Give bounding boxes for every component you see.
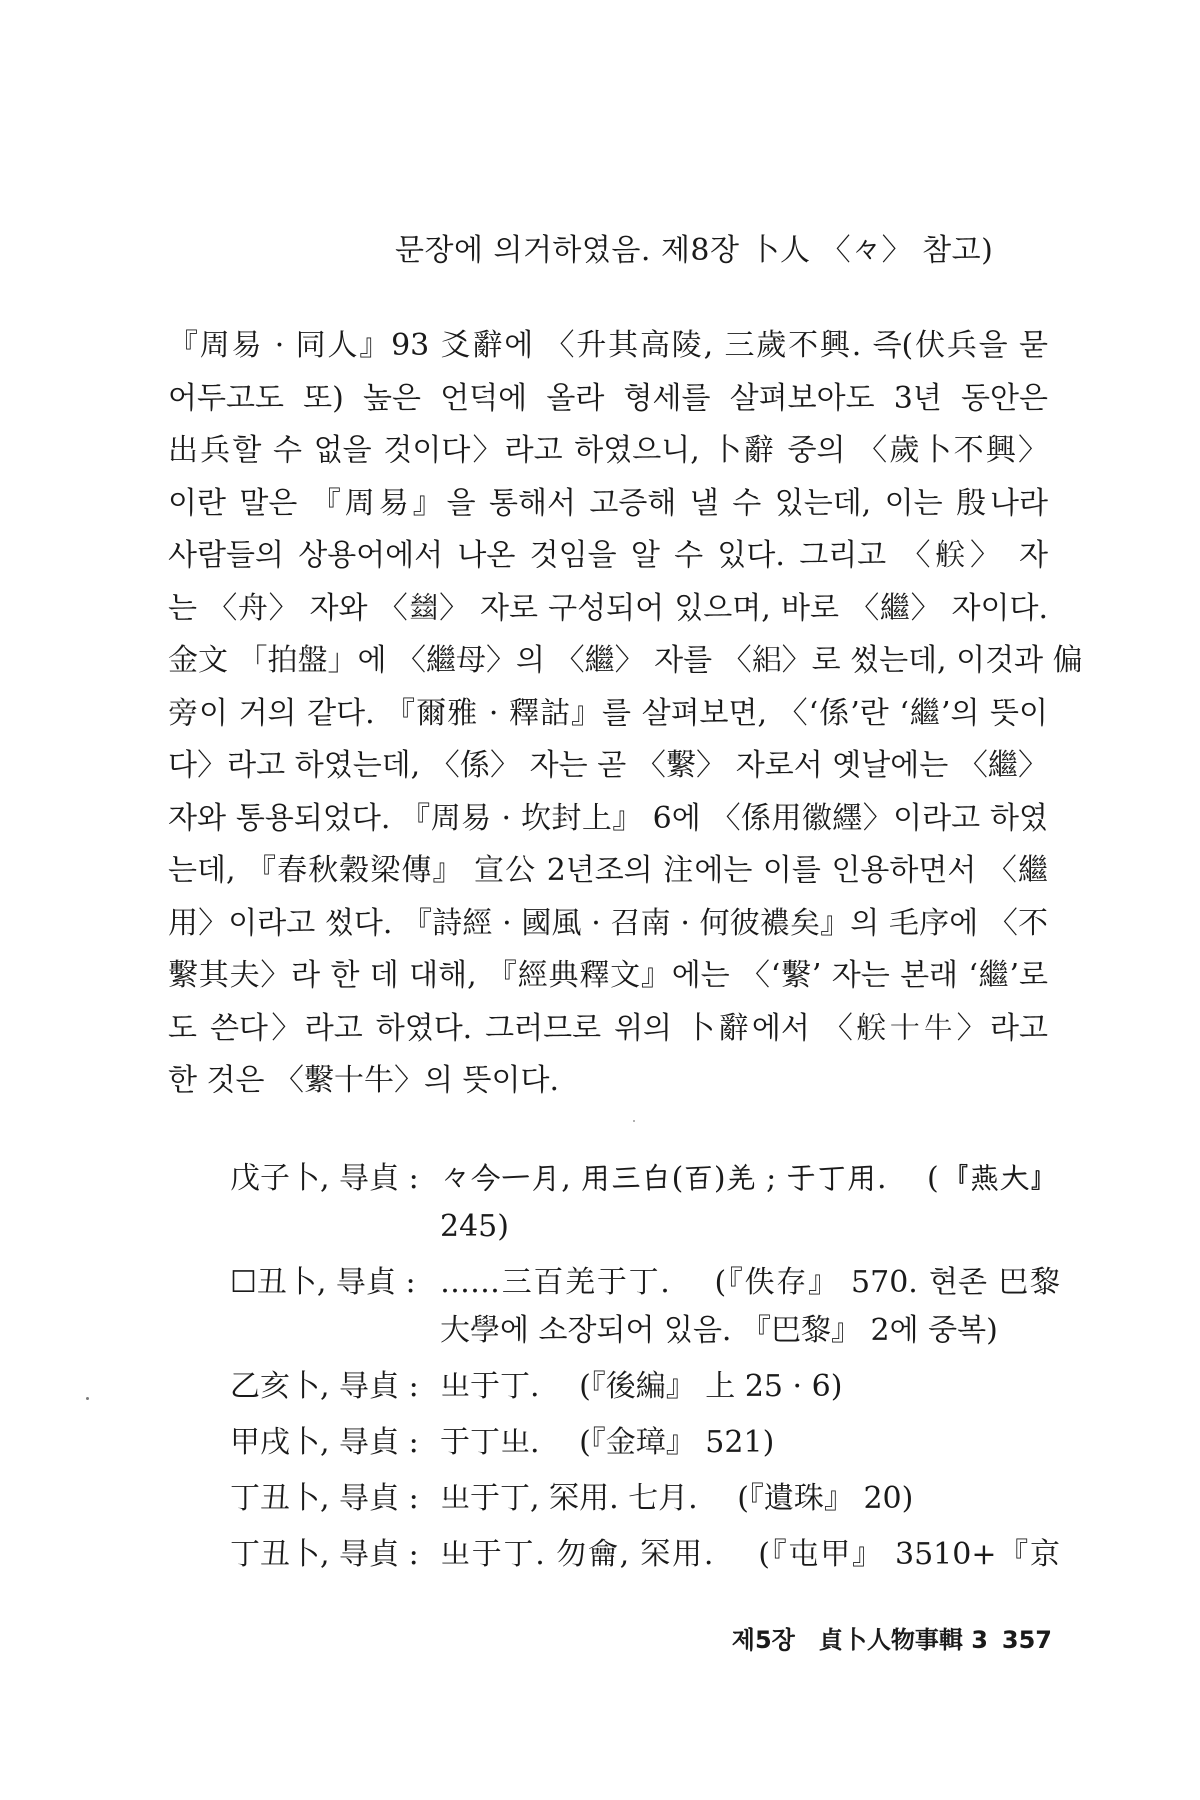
paragraph-line: 金文 「拍盤」에 〈繼母〉의 〈繼〉 자를 〈𥿓〉로 썼는데, 이것과 偏 <box>168 643 1083 678</box>
paragraph-line: 한 것은 〈繫十牛〉의 뜻이다. <box>168 1063 560 1098</box>
inscription-text <box>440 1531 1060 1579</box>
inscription-line: 大學에 소장되어 있음. 『巴黎』 2에 중복) <box>440 1313 998 1348</box>
paragraph-line: 이란 말은 『周易』을 통해서 고증해 낼 수 있는데, 이는 殷나라 <box>168 485 1048 521</box>
inscription-entry <box>230 1475 1060 1523</box>
paragraph-line: 는 〈舟〉 자와 〈𢇍〉 자로 구성되어 있으며, 바로 〈繼〉 자이다. <box>168 590 1048 626</box>
paragraph-line: 繫其夫〉라 한 데 대해, 『經典釋文』에는 〈‘繫’ 자는 본래 ‘繼’로 <box>168 958 1048 993</box>
inscription-line: 于丁㞢. (『金璋』 521) <box>440 1425 775 1460</box>
inscription-line: 㞢于丁. 勿龠, 罙用. (『屯甲』 3510+『京 <box>440 1537 1060 1572</box>
inscription-label: 丁丑卜, 㝵貞 : <box>230 1537 419 1572</box>
paragraph-line: 다〉라고 하였는데, 〈係〉 자는 곧 〈繫〉 자로서 옛날에는 〈繼〉 <box>168 748 1048 783</box>
paragraph-line: 는데, 『春秋穀梁傳』 宣公 2년조의 注에는 이를 인용하면서 〈繼 <box>168 853 1048 888</box>
inscription-label: 戊子卜, 㝵貞 : <box>230 1161 419 1196</box>
inscription-text <box>440 1259 1060 1355</box>
chapter-title: 제5장 貞卜人物事輯 3 <box>731 1626 988 1654</box>
inscription-entry <box>230 1363 1060 1411</box>
inscription-line: 㞢于丁. (『後編』 上 25 · 6) <box>440 1369 843 1404</box>
paragraph-line: 出兵할 수 없을 것이다〉라고 하였으니, 卜辭 중의 〈歲卜不興〉 <box>168 433 1048 468</box>
print-speck <box>86 1397 89 1400</box>
inscription-text <box>440 1363 1060 1411</box>
inscription-text <box>440 1155 1060 1251</box>
paragraph-line: 자와 통용되었다. 『周易 · 坎封上』 6에 〈係用徽纆〉이라고 하였 <box>168 800 1048 836</box>
inscription-entry <box>230 1259 1060 1355</box>
inscription-label: ☐丑卜, 㝵貞 : <box>230 1265 416 1300</box>
inscription-label: 甲戌卜, 㝵貞 : <box>230 1425 419 1460</box>
inscription-text <box>440 1419 1060 1467</box>
paragraph-line: 旁이 거의 같다. 『爾雅 · 釋詁』를 살펴보면, 〈‘係’란 ‘繼’의 뜻이 <box>168 695 1048 731</box>
paragraph-line: 사람들의 상용어에서 나온 것임을 알 수 있다. 그리고 〈𦨶〉 자 <box>168 538 1048 573</box>
running-footer <box>732 1620 1052 1655</box>
inscription-entry <box>230 1419 1060 1467</box>
inscription-text <box>440 1475 1060 1523</box>
paragraph-line: 도 쓴다〉라고 하였다. 그러므로 위의 卜辭에서 〈𦨶十牛〉라고 <box>168 1010 1048 1046</box>
inscription-label: 丁丑卜, 㝵貞 : <box>230 1481 419 1516</box>
paragraph-line: 『周易 · 同人』93 爻辭에 〈升其高陵, 三歲不興. 즉(伏兵을 묻 <box>168 328 1048 363</box>
inscription-line: 㞢于丁, 罙用. 七月. (『遺珠』 20) <box>440 1481 914 1516</box>
continuation-line: 문장에 의거하였음. 제8장 卜人 〈𠚤〉 참고) <box>395 233 994 268</box>
inscription-entry <box>230 1531 1060 1579</box>
inscription-list <box>230 1155 1060 1587</box>
page-number: 357 <box>1001 1626 1052 1654</box>
body-paragraph <box>168 320 1083 1108</box>
inscription-entry <box>230 1155 1060 1251</box>
inscription-label: 乙亥卜, 㝵貞 : <box>230 1369 419 1404</box>
inscription-line: 𠚤今一月, 用三白(百)羌 ; 于丁用. (『燕大』 <box>440 1161 1060 1196</box>
inscription-line: 245) <box>440 1209 509 1244</box>
inscription-line: ……三百羌于丁. (『佚存』 570. 현존 巴黎 <box>440 1265 1060 1300</box>
paragraph-line: 어두고도 또) 높은 언덕에 올라 형세를 살펴보아도 3년 동안은 <box>168 380 1048 416</box>
print-speck <box>633 1120 635 1122</box>
paragraph-line: 用〉이라고 썼다. 『詩經 · 國風 · 召南 · 何彼襛矣』의 毛序에 〈不 <box>168 905 1048 941</box>
